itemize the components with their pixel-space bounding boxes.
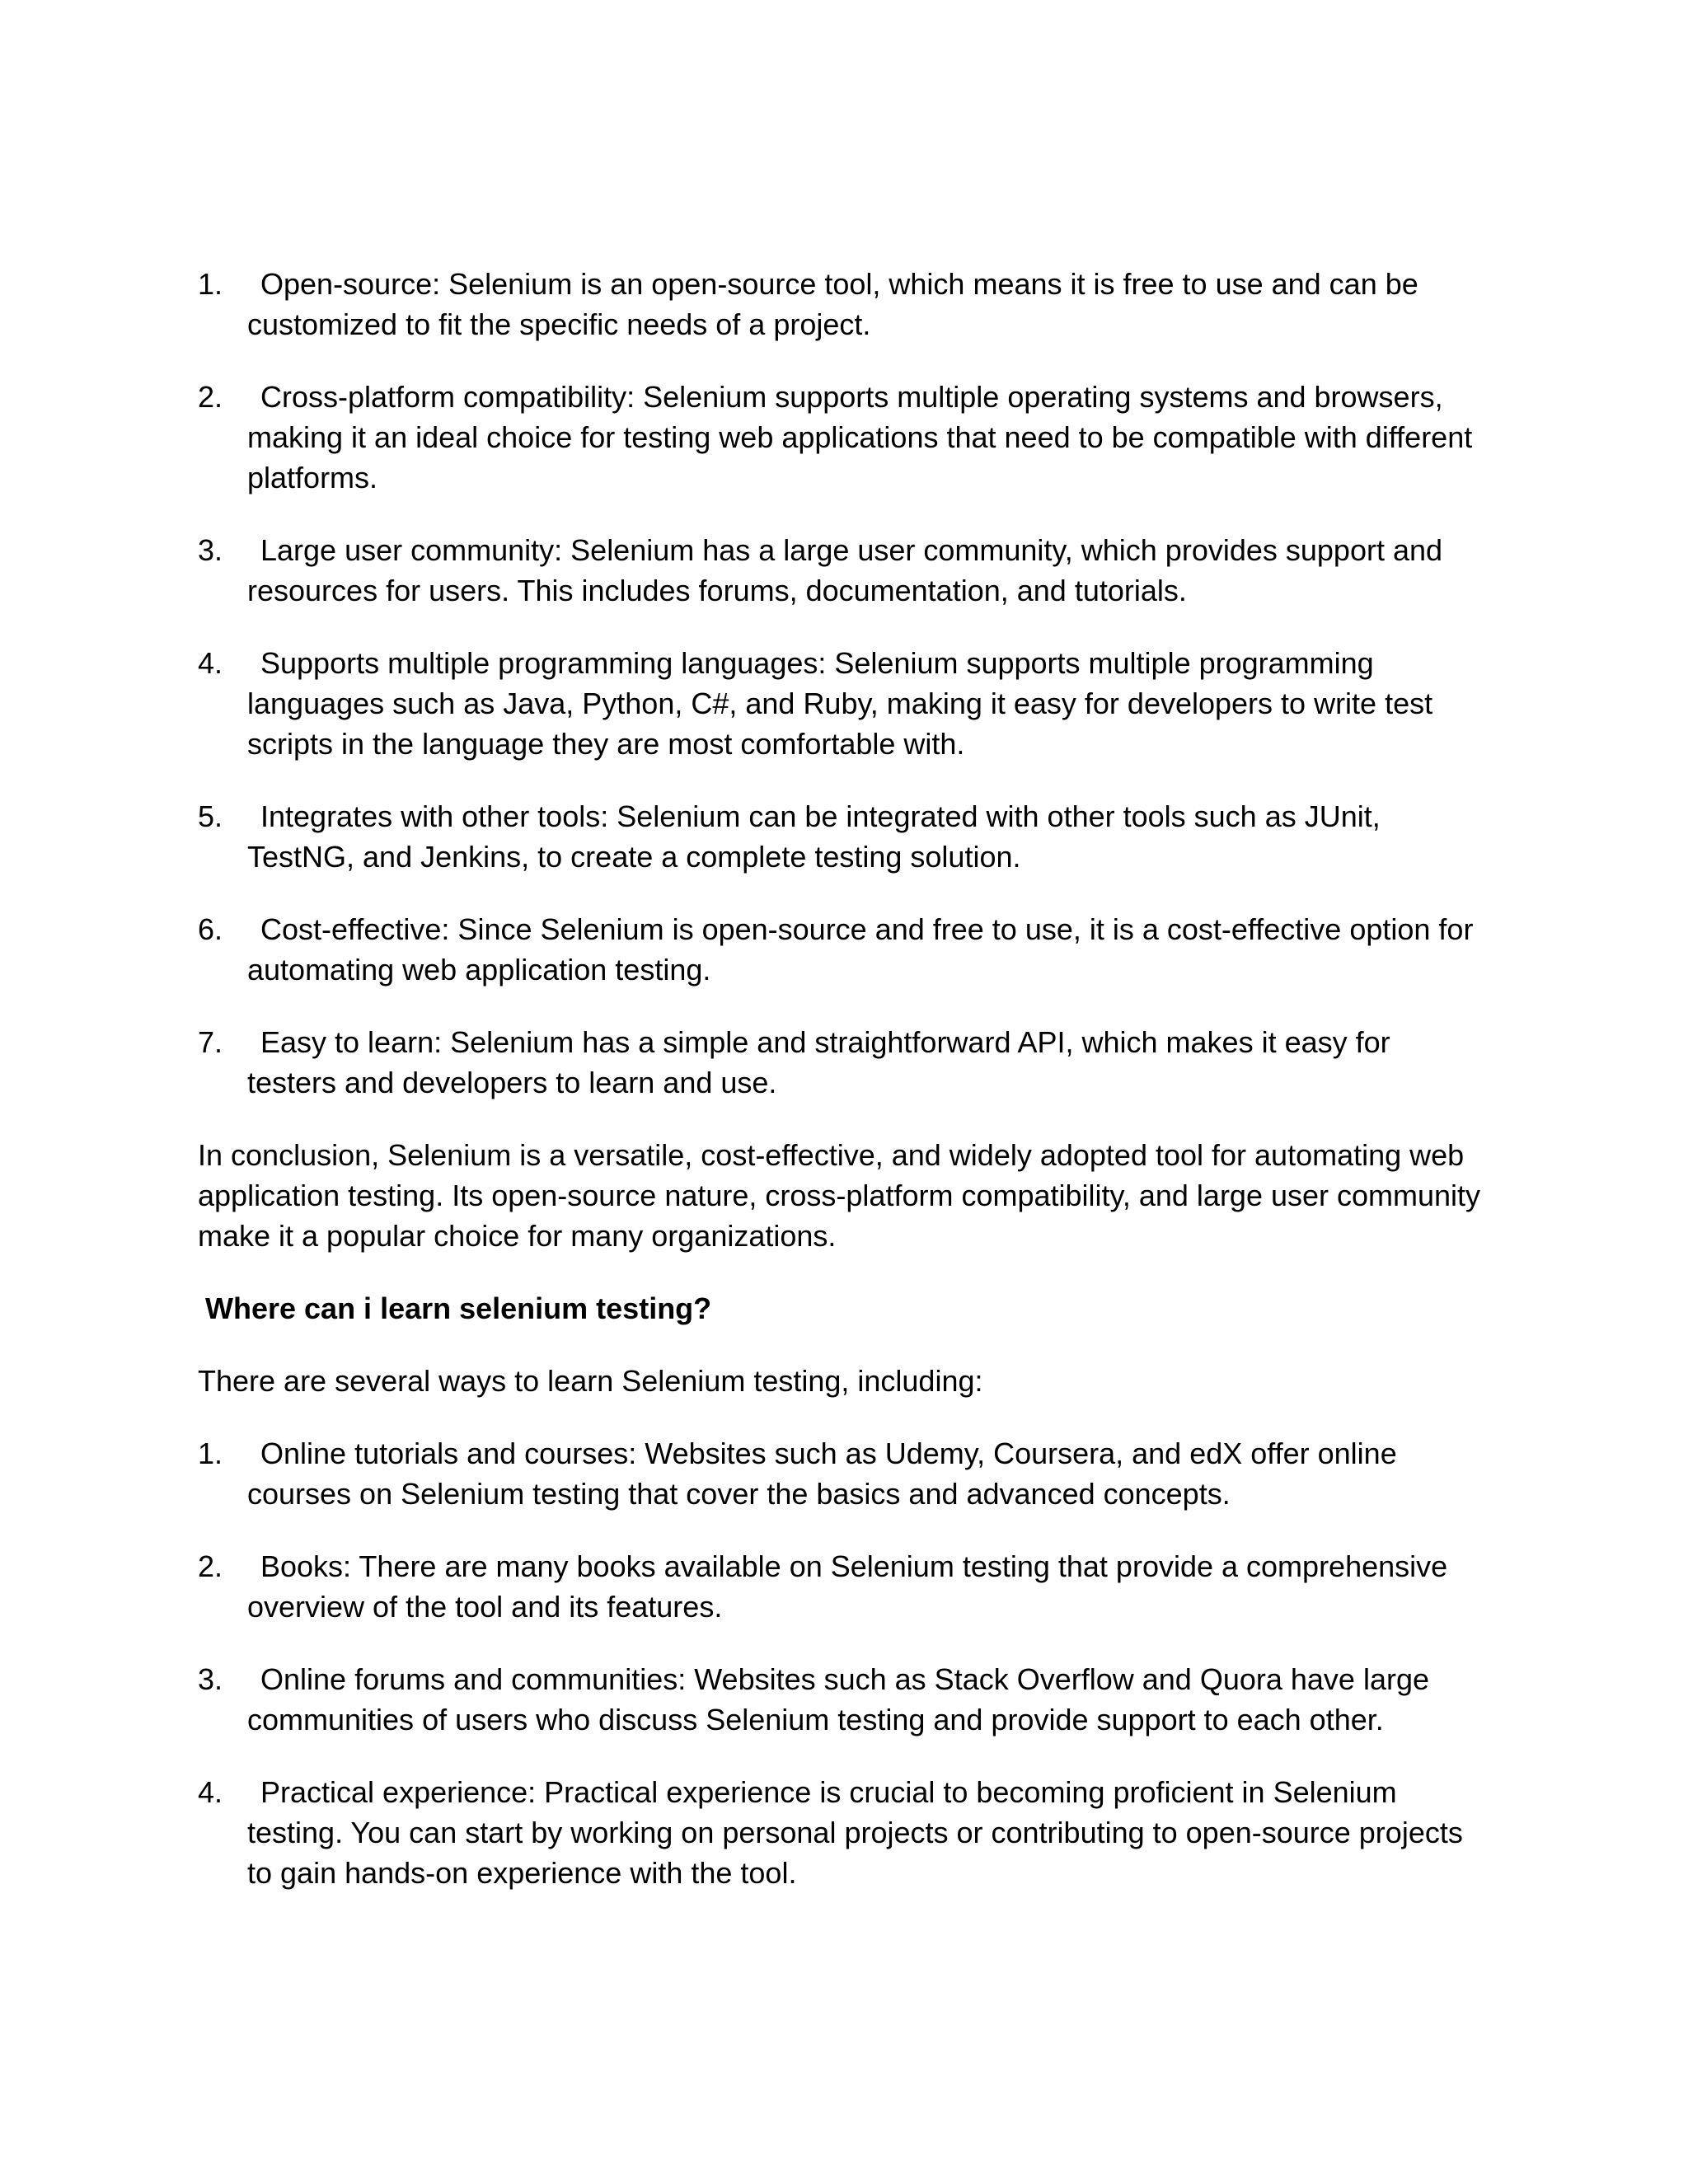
list-item [198, 530, 1484, 611]
list-item-number: 1. [198, 1436, 223, 1470]
list-item [198, 1022, 1484, 1103]
list-item-number: 2. [198, 1549, 223, 1583]
list-item [198, 264, 1484, 344]
list-item-number: 6. [198, 912, 223, 946]
list-item [198, 1433, 1484, 1514]
list-item-text: Supports multiple programming languages: Selenium supports multiple programming languages such as Java, Python, C#, and Ruby, making it easy for developers to write test scripts in the language they are most comfortable with. [247, 646, 1433, 761]
list-item-number: 5. [198, 799, 223, 833]
list-item [198, 909, 1484, 990]
list-item [198, 1772, 1484, 1893]
list-item-number: 7. [198, 1025, 223, 1059]
list-item-text: Open-source: Selenium is an open-source tool, which means it is free to use and can be customized to fit the specific needs of a project. [247, 267, 1418, 341]
list-item-number: 3. [198, 533, 223, 567]
learning-resources-list [198, 1433, 1484, 1893]
list-item [198, 643, 1484, 764]
list-item [198, 796, 1484, 877]
list-item [198, 1546, 1484, 1627]
list-item-text: Online forums and communities: Websites such as Stack Overflow and Quora have large communities of users who discuss Selenium testing and provide support to each other. [247, 1662, 1429, 1736]
list-item [198, 377, 1484, 498]
intro-paragraph: There are several ways to learn Selenium testing, including: [198, 1364, 983, 1398]
list-item-number: 2. [198, 380, 223, 414]
document-body [198, 264, 1484, 1893]
list-item-text: Cross-platform compatibility: Selenium supports multiple operating systems and browsers, making it an ideal choice for testing web applications that need to be compatible with different platforms. [247, 380, 1473, 494]
list-item-number: 1. [198, 267, 223, 301]
list-item-text: Easy to learn: Selenium has a simple and straightforward API, which makes it easy for testers and developers to learn and use. [247, 1025, 1390, 1099]
list-item [198, 1659, 1484, 1740]
list-item-number: 4. [198, 646, 223, 680]
list-item-text: Integrates with other tools: Selenium can be integrated with other tools such as JUnit, TestNG, and Jenkins, to create a complete testing solution. [247, 799, 1381, 874]
benefits-list [198, 264, 1484, 1103]
list-item-text: Online tutorials and courses: Websites such as Udemy, Coursera, and edX offer online courses on Selenium testing that cover the basics and advanced concepts. [247, 1436, 1397, 1511]
list-item-text: Practical experience: Practical experience is crucial to becoming proficient in Selenium testing. You can start by working on personal projects or contributing to open-source projects to gain hands-on experience with the tool. [247, 1775, 1463, 1890]
list-item-number: 3. [198, 1662, 223, 1696]
conclusion-paragraph: In conclusion, Selenium is a versatile, cost-effective, and widely adopted tool for automating web application testing. Its open-source nature, cross-platform compatibility, and large user community make it a popular choice for many organizations. [198, 1138, 1481, 1253]
list-item-text: Cost-effective: Since Selenium is open-source and free to use, it is a cost-effective option for automating web application testing. [247, 912, 1474, 987]
list-item-number: 4. [198, 1775, 223, 1809]
list-item-text: Books: There are many books available on Selenium testing that provide a comprehensive overview of the tool and its features. [247, 1549, 1448, 1624]
section-heading: Where can i learn selenium testing? [205, 1291, 712, 1325]
list-item-text: Large user community: Selenium has a large user community, which provides support and resources for users. This includes forums, documentation, and tutorials. [247, 533, 1443, 607]
